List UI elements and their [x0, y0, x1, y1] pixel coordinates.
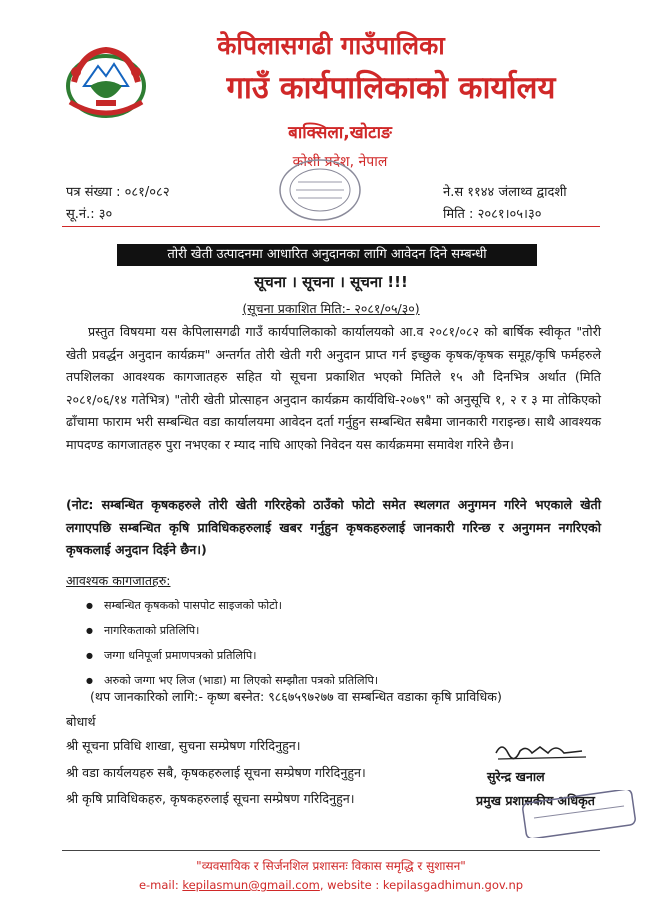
footer-divider — [62, 850, 600, 851]
email-label: e-mail: — [138, 878, 183, 892]
dispatch-number: सू.नं.: ३० — [66, 207, 113, 222]
notice-body — [66, 321, 601, 457]
documents-list — [86, 593, 586, 693]
notice-note: (नोट: सम्बन्धित कृषकहरुले तोरी खेती गरिरहेको ठाउँको फोटो समेत स्थलगत अनुगमन गरिने भएकाले खेती लगाएपछि सम्बन्धित कृषि प्राविधिकहरुलाई खबर गर्नुहुन कृषकहरुलाई जानकारी गरिन्छ र अनुगमन नगरिएको कृषकलाई अनुदान दिईने छैन।) — [66, 497, 601, 558]
officer-stamp-icon — [520, 790, 638, 838]
cc-heading: बोधार्थ — [66, 714, 96, 729]
footer-motto: "व्यवसायिक र सिर्जनशिल प्रशासनः विकास समृद्धि र सुशासन" — [196, 859, 466, 873]
cc-item: श्री कृषि प्राविधिकहरु, कृषकहरुलाई सूचना सम्प्रेषण गरिदिनुहुन। — [66, 791, 355, 806]
email-link[interactable]: kepilasmun@gmail.com — [182, 878, 320, 892]
website-link[interactable]: kepilasgadhimun.gov.np — [382, 878, 524, 892]
body-paragraph: प्रस्तुत विषयमा यस केपिलासगढी गाउँ कार्यपालिकाको कार्यालयको आ.व २०८१/०८२ को बार्षिक स्वीकृत "तोरी खेती प्रवर्द्धन अनुदान कार्यक्रम" अन्तर्गत तोरी खेती गरी अनुदान प्राप्त गर्न इच्छुक कृषक/कृषक समूह/कृषि फर्महरुले तपशिलका आवश्यक कागजातहरु सहित यो सूचना प्रकाशित भएको मितिले १५ औ दिनभित्र अर्थात (मिति २०८१/०६/१४ गतेभित्र) "तोरी खेती प्रोत्साहन अनुदान कार्यक्रम कार्यविधि-२०७९" को अनुसूचि १, २ र ३ मा तोकिएको ढाँचामा फाराम भरी सम्बन्धित वडा कार्यालयमा आवेदन दर्ता गर्नुहुन सम्बन्धित सबैमा जानकारी गराइन्छ। साथै आवश्यक मापदण्ड कागजातहरु पुरा नभएका र म्याद नाघि आएको निवेदन यस कार्यक्रममा समावेश गरिने छैन। — [66, 324, 601, 452]
office-location: बाक्सिला,खोटाङ — [288, 123, 392, 143]
office-name: गाउँ कार्यपालिकाको कार्यालय — [226, 70, 556, 106]
website-label: , website : — [319, 878, 383, 892]
list-item: ● नागरिकताको प्रतिलिपि। — [86, 618, 586, 643]
subject-banner: तोरी खेती उत्पादनमा आधारित अनुदानका लागि आवेदन दिने सम्बन्धी — [117, 244, 537, 266]
letter-date: मिति : २०८१।०५।३० — [443, 207, 542, 222]
cc-item: श्री सूचना प्रविधि शाखा, सुचना सम्प्रेषण गरिदिनुहुन। — [66, 738, 301, 753]
contact-info: (थप जानकारिको लागि:- कृष्ण बस्नेत: ९८६७५९७२७७ वा सम्बन्धित वडाका कृषि प्राविधिक) — [90, 689, 502, 704]
letter-number: पत्र संख्या : ०८१/०८२ — [66, 185, 170, 200]
list-item: ● सम्बन्धित कृषकको पासपोट साइजको फोटो। — [86, 593, 586, 618]
published-date: (सूचना प्रकाशित मिति:- २०८१/०५/३०) — [242, 301, 420, 316]
nepal-sambat-date: ने.स ११४४ जंलाथ्व द्वादशी — [443, 185, 567, 200]
signatory-title: प्रमुख प्रशासकीय अधिकृत — [476, 793, 595, 808]
office-stamp-icon — [268, 150, 372, 230]
cc-item: श्री वडा कार्यलयहरु सबै, कृषकहरुलाई सूचना सम्प्रेषण गरिदिनुहुन। — [66, 765, 366, 780]
municipality-name: केपिलासगढी गाउँपालिका — [217, 31, 445, 60]
notice-title: सूचना । सूचना । सूचना !!! — [254, 273, 408, 291]
list-item: ● जग्गा धनिपूर्जा प्रमाणपत्रको प्रतिलिपि। — [86, 643, 586, 668]
footer-contact — [0, 878, 662, 892]
header-divider — [62, 226, 600, 227]
documents-heading: आवश्यक कागजातहरु: — [66, 573, 171, 588]
signatory-name: सुरेन्द्र खनाल — [487, 769, 545, 784]
province-name: कोशी प्रदेश, नेपाल — [292, 154, 388, 170]
signature-icon — [492, 735, 592, 763]
list-item: ● अरुको जग्गा भए लिज (भाडा) मा लिएको सम्झौता पत्रको प्रतिलिपि। — [86, 668, 586, 693]
